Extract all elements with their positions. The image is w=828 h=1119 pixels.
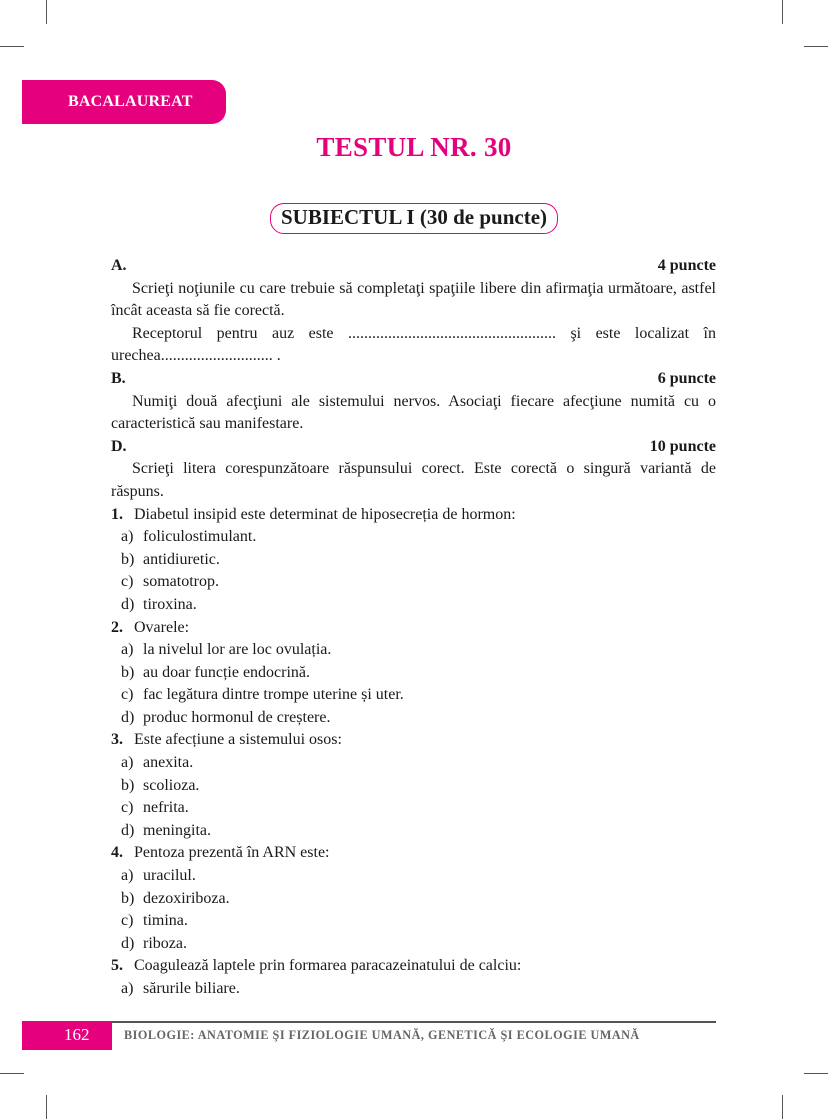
option-text: fac legătura dintre trompe uterine și uter. — [143, 686, 404, 704]
page-footer — [0, 1021, 828, 1050]
section-a-points: 4 puncte — [657, 257, 716, 274]
crop-mark — [782, 1095, 783, 1119]
section-b-header — [111, 368, 716, 391]
section-b-label: B. — [111, 369, 126, 387]
option-letter: b) — [121, 663, 135, 681]
option-text: uracilul. — [143, 867, 196, 885]
section-b-points: 6 puncte — [657, 369, 716, 387]
question-text: Diabetul insipid este determinat de hiposecreția de hormon: — [134, 505, 516, 523]
option-text: produc hormonul de creștere. — [143, 708, 331, 726]
option-text: riboza. — [143, 934, 187, 952]
question-text: Coagulează laptele prin formarea paracazeinatului de calciu: — [134, 957, 522, 975]
question-number: 4. — [111, 844, 123, 862]
question-item — [111, 504, 716, 527]
option-letter: c) — [121, 912, 134, 930]
document-body — [111, 255, 716, 1001]
option-letter: b) — [121, 550, 135, 568]
option-letter: a) — [121, 528, 134, 546]
subject-heading-wrap — [0, 203, 828, 234]
question-text: Ovarele: — [134, 618, 190, 636]
question-item — [111, 729, 716, 752]
answer-option — [111, 865, 716, 888]
page-number: 162 — [64, 1025, 90, 1044]
option-text: scolioza. — [143, 776, 200, 794]
question-text: Este afecțiune a sistemului osos: — [134, 731, 342, 749]
option-letter: c) — [121, 799, 134, 817]
question-number: 5. — [111, 957, 123, 975]
answer-option — [111, 820, 716, 843]
question-number: 1. — [111, 505, 123, 523]
option-text: antidiuretic. — [143, 550, 220, 568]
option-letter: d) — [121, 821, 135, 839]
option-letter: a) — [121, 980, 134, 997]
crop-mark — [46, 0, 47, 24]
option-letter: d) — [121, 708, 135, 726]
answer-option — [111, 571, 716, 594]
section-b-instructions: Numiţi două afecţiuni ale sistemului nervos. Asociaţi fiecare afecţiune numită cu o caracteristică sau manifestare. — [111, 392, 716, 433]
crop-mark — [804, 1073, 828, 1074]
question-item — [111, 842, 716, 865]
answer-option — [111, 775, 716, 798]
question-number: 3. — [111, 731, 123, 749]
option-letter: b) — [121, 889, 135, 907]
answer-option — [111, 752, 716, 775]
option-text: dezoxiriboza. — [143, 889, 230, 907]
section-d-header — [111, 436, 716, 459]
answer-option — [111, 797, 716, 820]
crop-mark — [46, 1095, 47, 1119]
section-a-statement: Receptorul pentru auz este .................................................... şi este localizat în urechea............................ . — [111, 324, 716, 365]
crop-mark — [782, 0, 783, 24]
crop-mark — [0, 46, 24, 47]
option-letter: c) — [121, 573, 134, 591]
answer-option — [111, 684, 716, 707]
section-a-instructions: Scrieţi noţiunile cu care trebuie să completaţi spaţiile libere din afirmaţia următoare, astfel încât aceasta să fie corectă. — [111, 279, 716, 320]
option-letter: a) — [121, 754, 134, 772]
option-letter: b) — [121, 776, 135, 794]
option-letter: a) — [121, 641, 134, 659]
section-badge: BACALAUREAT — [22, 80, 226, 124]
question-item — [111, 955, 716, 978]
answer-option — [111, 933, 716, 956]
option-text: nefrita. — [143, 799, 189, 817]
section-a-header — [111, 255, 716, 278]
option-text: tiroxina. — [143, 595, 197, 613]
answer-option — [111, 978, 716, 1001]
section-d-label: D. — [111, 437, 127, 455]
option-letter: d) — [121, 934, 135, 952]
book-title: BIOLOGIE: ANATOMIE ŞI FIZIOLOGIE UMANĂ, GENETICĂ ŞI ECOLOGIE UMANĂ — [124, 1028, 640, 1042]
crop-mark — [804, 46, 828, 47]
subject-heading: SUBIECTUL I (30 de puncte) — [270, 203, 558, 234]
answer-option — [111, 594, 716, 617]
answer-option — [111, 888, 716, 911]
answer-option — [111, 549, 716, 572]
page-title: TESTUL NR. 30 — [316, 132, 512, 162]
section-d-instructions: Scrieţi litera corespunzătoare răspunsului corect. Este corectă o singură variantă de răspuns. — [111, 460, 716, 500]
answer-option — [111, 662, 716, 685]
answer-option — [111, 707, 716, 730]
option-text: anexita. — [143, 754, 194, 772]
footer-rule — [112, 1021, 716, 1023]
option-letter: c) — [121, 686, 134, 704]
answer-option — [111, 639, 716, 662]
section-a-label: A. — [111, 257, 127, 274]
option-text: au doar funcție endocrină. — [143, 663, 311, 681]
answer-option — [111, 526, 716, 549]
question-text: Pentoza prezentă în ARN este: — [134, 844, 330, 862]
question-item — [111, 617, 716, 640]
option-text: sărurile biliare. — [143, 980, 240, 997]
option-letter: d) — [121, 595, 135, 613]
option-letter: a) — [121, 867, 134, 885]
crop-mark — [0, 1073, 24, 1074]
option-text: meningita. — [143, 821, 211, 839]
question-number: 2. — [111, 618, 123, 636]
option-text: somatotrop. — [143, 573, 219, 591]
option-text: la nivelul lor are loc ovulația. — [143, 641, 332, 659]
section-d-points: 10 puncte — [649, 437, 716, 455]
answer-option — [111, 910, 716, 933]
option-text: foliculostimulant. — [143, 528, 257, 546]
option-text: timina. — [143, 912, 188, 930]
